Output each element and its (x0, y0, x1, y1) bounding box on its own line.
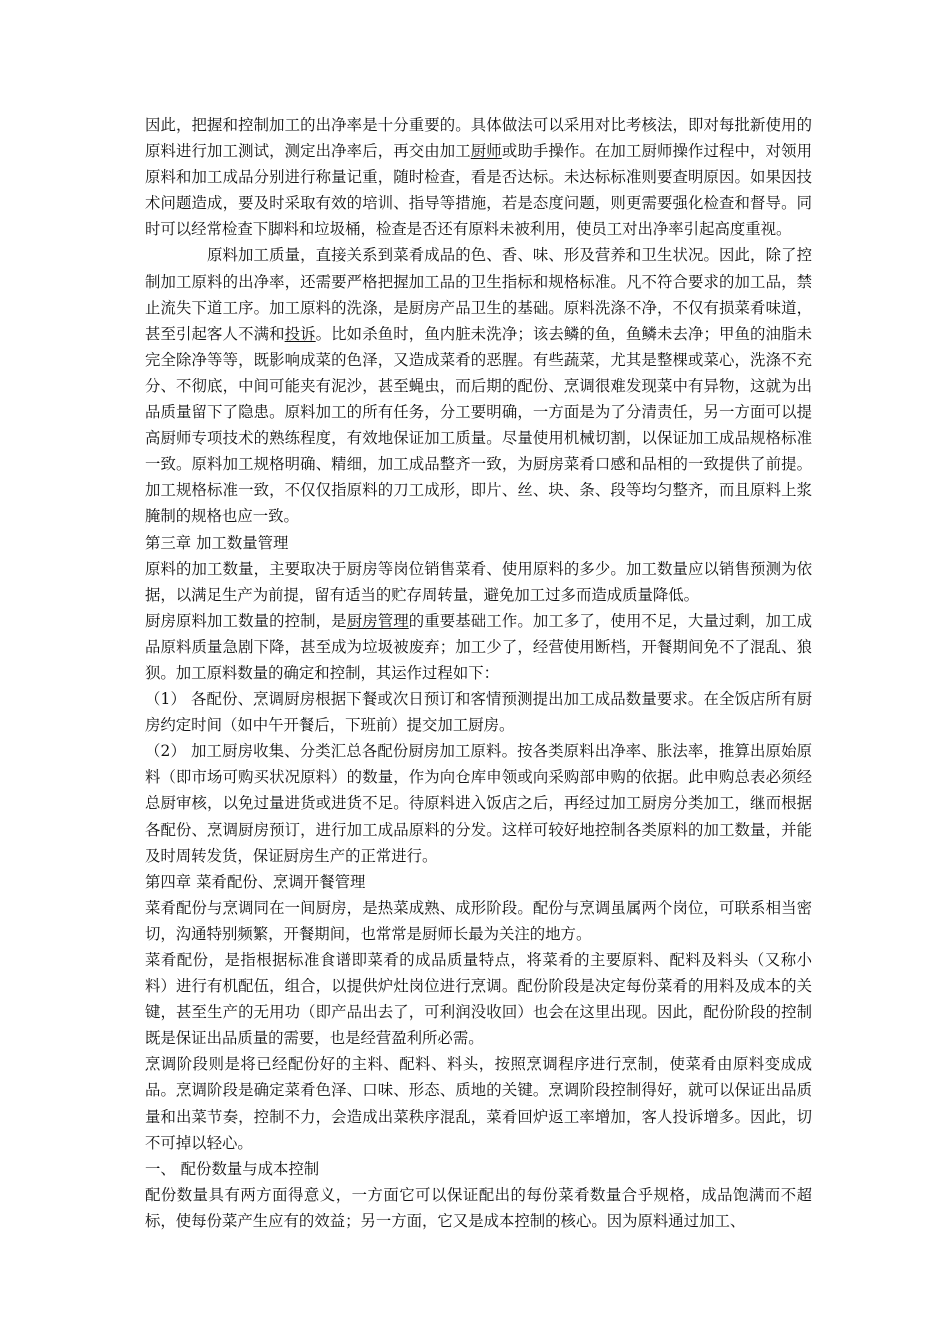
paragraph-portioning-cooking: 菜肴配份与烹调同在一间厨房，是热菜成熟、成形阶段。配份与烹调虽属两个岗位，可联系相当密切，沟通特别频繁，开餐期间，也常常是厨师长最为关注的地方。 (145, 898, 812, 943)
chapter-4-heading: 第四章 菜肴配份、烹调开餐管理 (145, 872, 366, 891)
link-complaint[interactable]: 投诉 (284, 324, 316, 343)
section-1-heading: 一、 配份数量与成本控制 (145, 1159, 320, 1178)
chapter-3-heading: 第三章 加工数量管理 (145, 533, 289, 552)
link-chef[interactable]: 厨师 (470, 142, 502, 161)
paragraph-yield-rate: 因此，把握和控制加工的出净率是十分重要的。具体做法可以采用对比考核法，即对每批新使用的原料进行加工测试，测定出净率后，再交由加工厨师或助手操作。在加工厨师操作过程中，对领用原料和加工成品分别进行称量记重，随时检查，看是否达标。未达标标准则要查明原因。如果因技术问题造成，要及时采取有效的培训、指导等措施，若是态度问题，则更需要强化检查和督导。同时可以经常检查下脚料和垃圾桶，检查是否还有原料未被利用，使员工对出净率引起高度重视。 (145, 116, 812, 239)
paragraph-cooking: 烹调阶段则是将已经配份好的主料、配料、料头，按照烹调程序进行烹制，使菜肴由原料变成成品。烹调阶段是确定菜肴色泽、口味、形态、质地的关键。烹调阶段控制得好，就可以保证出品质量和出菜节奏，控制不力，会造成出菜秩序混乱，菜肴回炉返工率增加，客人投诉增多。因此，切不可掉以轻心。 (145, 1055, 812, 1152)
link-kitchen-management[interactable]: 厨房管理 (346, 611, 409, 630)
paragraph-processing-quantity: 原料的加工数量，主要取决于厨房等岗位销售菜肴、使用原料的多少。加工数量应以销售预测为依据，以满足生产为前提，留有适当的贮存周转量，避免加工过多而造成质量降低。 (145, 559, 812, 604)
list-item-2: （2） 加工厨房收集、分类汇总各配份厨房加工原料。按各类原料出净率、胀法率，推算出原始原料（即市场可购买状况原料）的数量，作为向仓库申领或向采购部申购的依据。此申购总表必须经总厨审核，以免过量进货或进货不足。待原料进入饭店之后，再经过加工厨房分类加工，继而根据各配份、烹调厨房预订，进行加工成品原料的分发。这样可较好地控制各类原料的加工数量，并能及时周转发货，保证厨房生产的正常进行。 (145, 742, 812, 865)
list-item-1: （1） 各配份、烹调厨房根据下餐或次日预订和客情预测提出加工成品数量要求。在全饭店所有厨房约定时间（如中午开餐后，下班前）提交加工厨房。 (145, 690, 812, 735)
paragraph-portioning: 菜肴配份，是指根据标准食谱即菜肴的成品质量特点，将菜肴的主要原料、配料及料头（又称小料）进行有机配伍，组合，以提供炉灶岗位进行烹调。配份阶段是决定每份菜肴的用料及成本的关键，甚至生产的无用功（即产品出去了，可利润没收回）也会在这里出现。因此，配份阶段的控制既是保证出品质量的需要，也是经营盈利所必需。 (145, 951, 812, 1048)
paragraph-processing-quality: 原料加工质量，直接关系到菜肴成品的色、香、味、形及营养和卫生状况。因此，除了控制加工原料的出净率，还需要严格把握加工品的卫生指标和规格标准。凡不符合要求的加工品，禁止流失下道工序。加工原料的洗涤，是厨房产品卫生的基础。原料洗涤不净，不仅有损菜肴味道，甚至引起客人不满和投诉。比如杀鱼时，鱼内脏未洗净；该去鳞的鱼，鱼鳞未去净；甲鱼的油脂未完全除净等等，既影响成菜的色泽，又造成菜肴的恶腥。有些蔬菜，尤其是整棵或菜心，洗涤不充分、不彻底，中间可能夹有泥沙，甚至蝇虫，而后期的配份、烹调很难发现菜中有异物，这就为出品质量留下了隐患。原料加工的所有任务，分工要明确，一方面是为了分清责任，另一方面可以提高厨师专项技术的熟练程度，有效地保证加工质量。尽量使用机械切割，以保证加工成品规格标准一致。原料加工规格明确、精细，加工成品整齐一致，为厨房菜肴口感和品相的一致提供了前提。加工规格标准一致，不仅仅指原料的刀工成形，即片、丝、块、条、段等均匀整齐，而且原料上浆腌制的规格也应一致。 (145, 246, 812, 526)
paragraph-portion-quantity: 配份数量具有两方面得意义，一方面它可以保证配出的每份菜肴数量合乎规格，成品饱满而不超标，使每份菜产生应有的效益；另一方面，它又是成本控制的核心。因为原料通过加工、 (145, 1185, 812, 1230)
paragraph-quantity-control: 厨房原料加工数量的控制，是厨房管理的重要基础工作。加工多了，使用不足，大量过剩，加工成品原料质量急剧下降，甚至成为垃圾被废弃；加工少了，经营使用断档，开餐期间免不了混乱、狼狈。加工原料数量的确定和控制，其运作过程如下： (145, 611, 812, 682)
document-body (145, 112, 812, 1234)
